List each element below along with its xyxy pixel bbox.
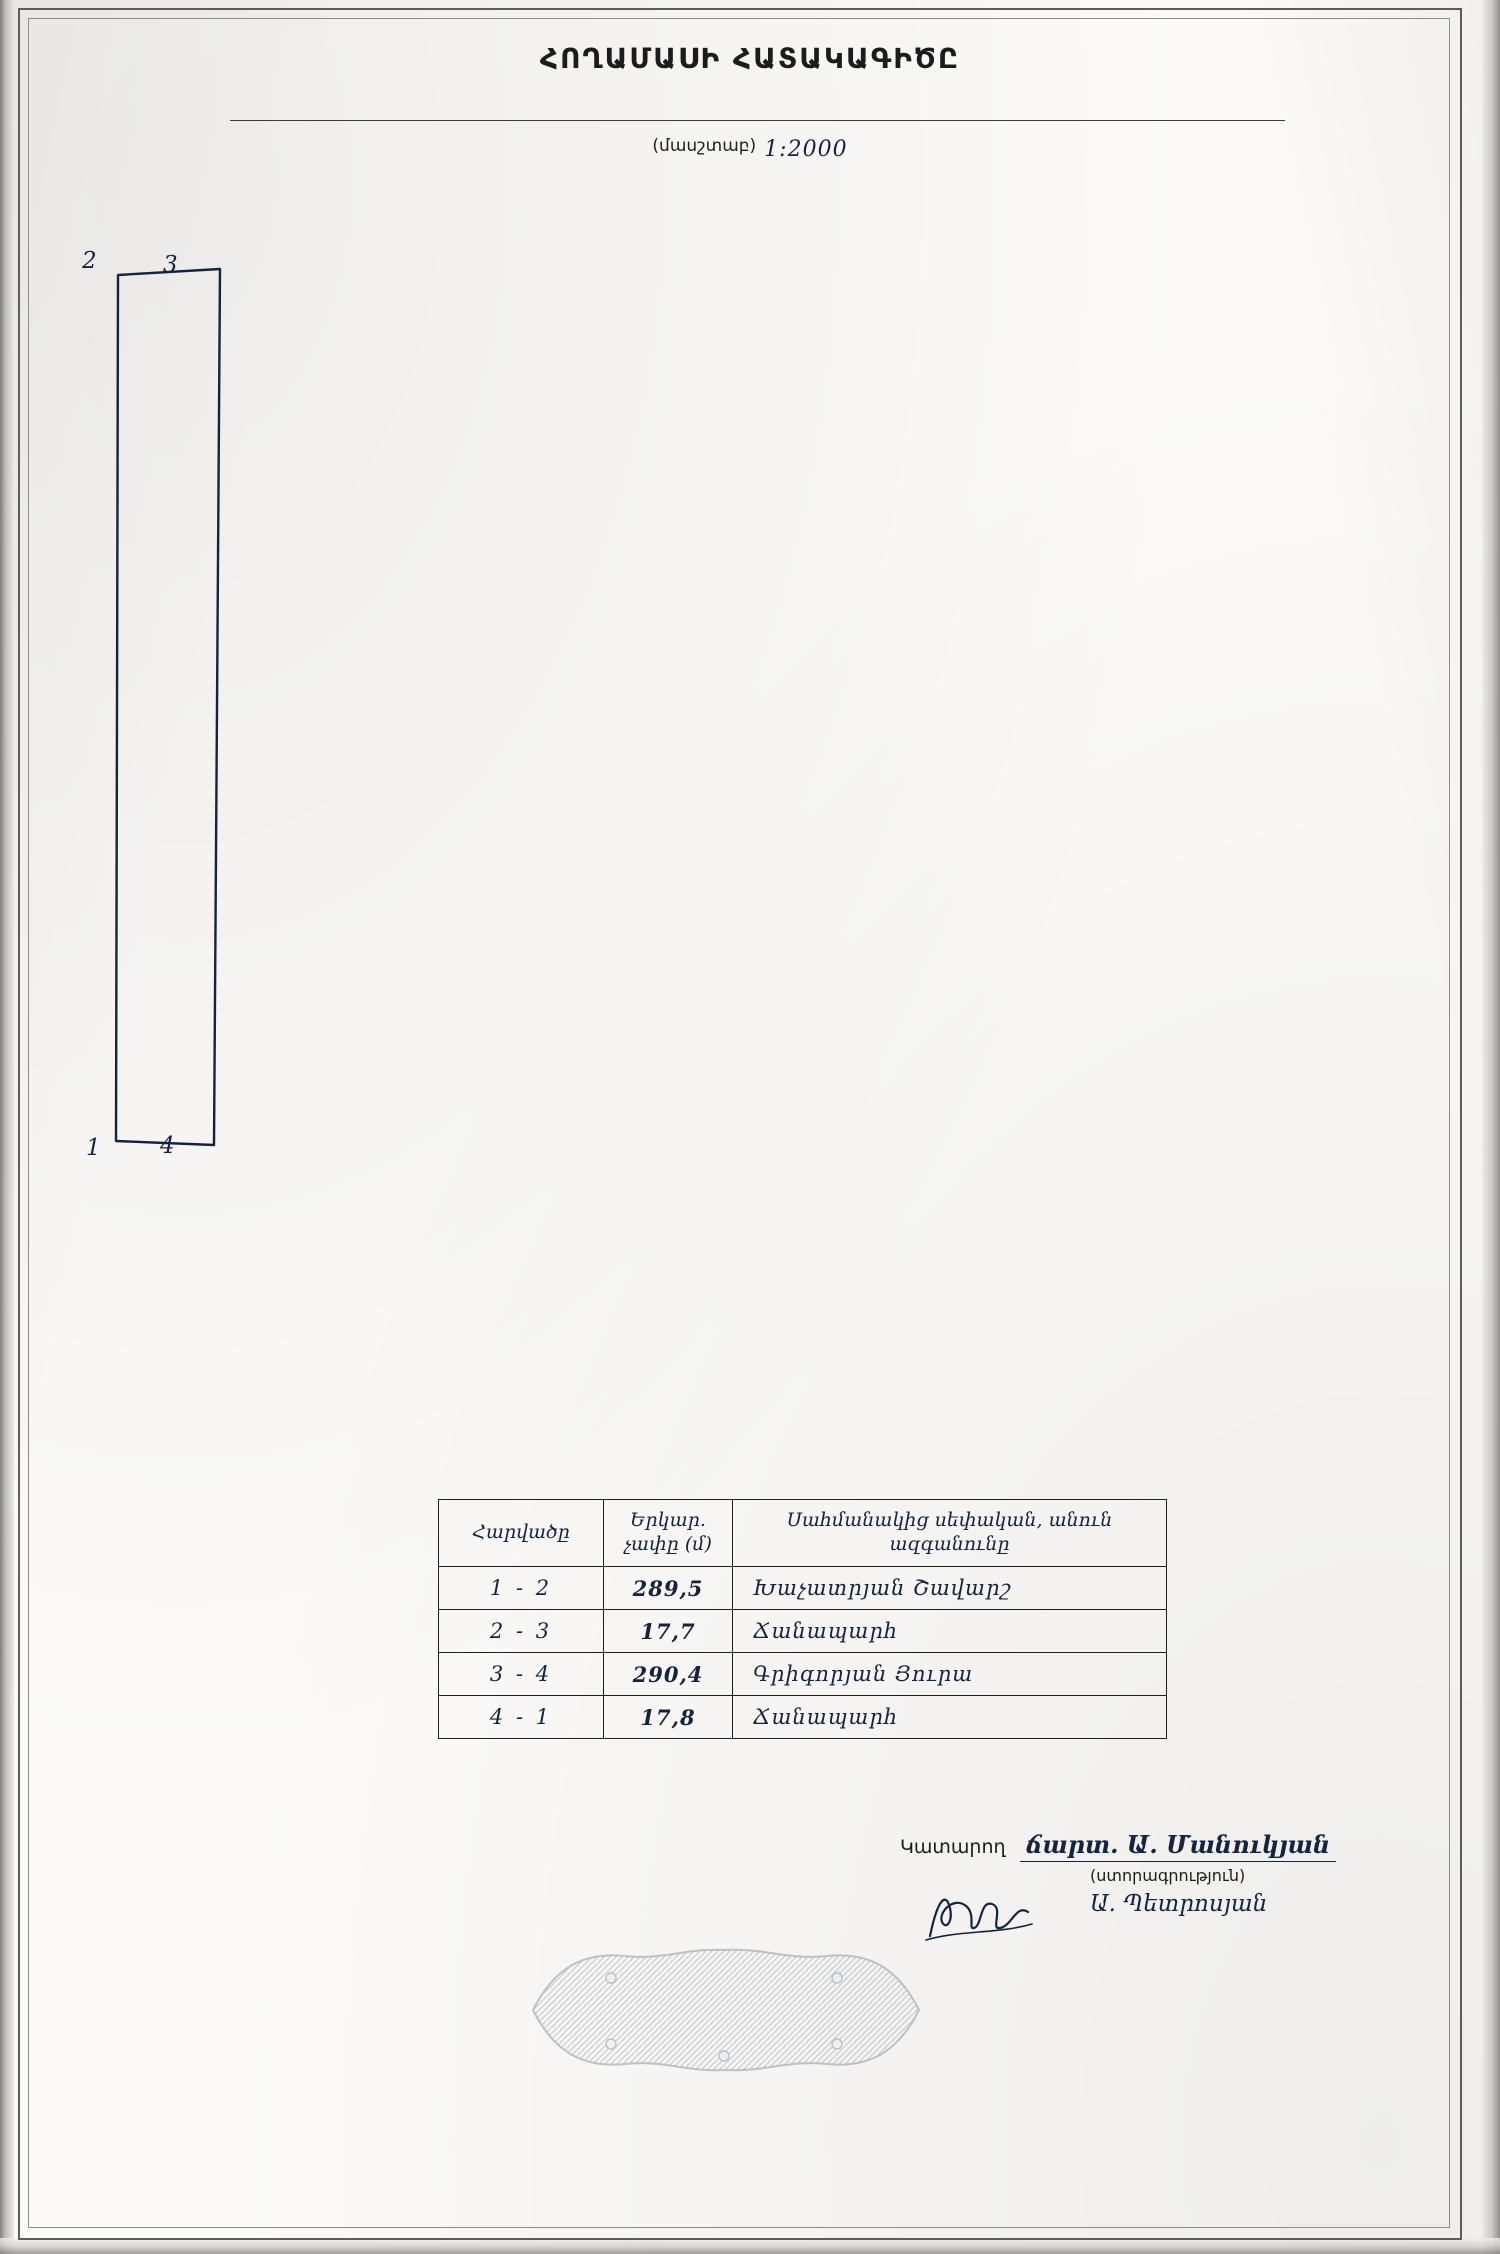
header-label-neighbor: Սահմանակից սեփական, անուն ազգանունը <box>786 1509 1113 1555</box>
scale-row <box>0 132 1500 162</box>
cell-length <box>604 1567 733 1610</box>
value-length: 17,8 <box>640 1704 696 1730</box>
signature-sub-label: (ստորագրություն) <box>1090 1866 1246 1885</box>
cell-segment <box>439 1610 604 1653</box>
table-row <box>439 1653 1167 1696</box>
header-label-segment: Հարվածը <box>472 1521 570 1544</box>
parcel-outline-svg <box>110 255 290 1165</box>
scan-edge-bottom <box>0 2238 1500 2254</box>
value-segment: 1 - 2 <box>489 1576 553 1600</box>
cell-segment <box>439 1567 604 1610</box>
table-row <box>439 1696 1167 1739</box>
value-neighbor: Խաչատրյան Շավարշ <box>753 1576 1012 1600</box>
page-title: ՀՈՂԱՄԱՍԻ ՀԱՏԱԿԱԳԻԾԸ <box>539 42 961 75</box>
table-header-cell-length <box>604 1500 733 1567</box>
table-header-cell-neighbor <box>733 1500 1167 1567</box>
signature-line <box>900 1830 1400 1862</box>
cell-length <box>604 1610 733 1653</box>
scale-label: (մասշտաբ) <box>652 136 757 156</box>
cell-neighbor <box>733 1696 1167 1739</box>
cell-neighbor <box>733 1653 1167 1696</box>
title-divider <box>230 120 1285 121</box>
vertex-label-4: 4 <box>160 1133 175 1159</box>
scan-edge-right <box>1482 0 1500 2254</box>
value-length: 289,5 <box>632 1575 704 1601</box>
cell-neighbor <box>733 1610 1167 1653</box>
cell-segment <box>439 1653 604 1696</box>
value-segment: 4 - 1 <box>489 1705 553 1729</box>
vertex-label-2: 2 <box>82 248 97 274</box>
value-length: 17,7 <box>640 1618 696 1644</box>
cell-length <box>604 1696 733 1739</box>
cell-neighbor <box>733 1567 1167 1610</box>
value-neighbor: Գրիգորյան Յուրա <box>753 1662 974 1686</box>
value-neighbor: Ճանապարհ <box>753 1619 899 1643</box>
cell-length <box>604 1653 733 1696</box>
table-header-cell-segment <box>439 1500 604 1567</box>
scan-edge-left <box>0 0 14 2254</box>
signature-role-label: Կատարող <box>900 1836 1006 1858</box>
header-label-length: Երկար. չափը (մ) <box>624 1509 712 1555</box>
parcel-drawing <box>110 255 290 1165</box>
table-row <box>439 1567 1167 1610</box>
signature-block <box>900 1830 1400 1917</box>
table-header-row <box>439 1500 1167 1567</box>
table-row <box>439 1610 1167 1653</box>
official-stamp-icon <box>515 1944 935 2076</box>
value-segment: 3 - 4 <box>489 1662 553 1686</box>
signature-name-secondary: Ա. Պետրոսյան <box>1090 1891 1268 1917</box>
scale-value: 1:2000 <box>764 137 848 162</box>
handwritten-signature-icon <box>920 1878 1040 1948</box>
value-segment: 2 - 3 <box>489 1619 553 1643</box>
boundary-table <box>438 1499 1167 1739</box>
vertex-label-1: 1 <box>86 1135 101 1161</box>
vertex-label-3: 3 <box>163 252 178 278</box>
signature-name: ճարտ. Ա. Մանուկյան <box>1020 1830 1337 1862</box>
cell-segment <box>439 1696 604 1739</box>
value-neighbor: Ճանապարհ <box>753 1705 899 1729</box>
parcel-polygon <box>116 269 220 1145</box>
value-length: 290,4 <box>632 1661 704 1687</box>
